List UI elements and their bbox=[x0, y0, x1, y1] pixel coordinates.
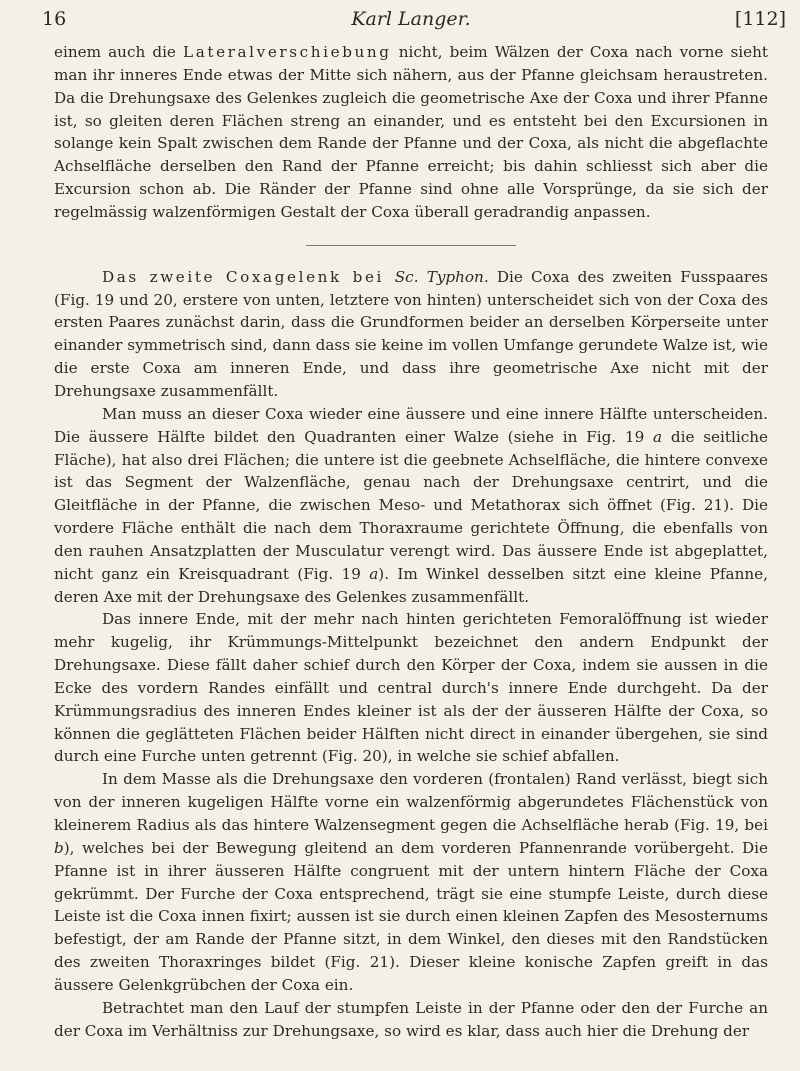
paragraph-2 bbox=[54, 266, 768, 403]
figure-label: b bbox=[54, 838, 64, 857]
body-text bbox=[54, 41, 768, 1042]
figure-label: a bbox=[653, 427, 663, 446]
paragraph-6 bbox=[54, 997, 768, 1043]
original-page-number: [112] bbox=[734, 8, 786, 30]
paragraph-text: einem auch die bbox=[54, 43, 184, 61]
paragraph-text: Das innere Ende, mit der mehr nach hinten gerichteten Femoralöffnung ist wieder mehr kugelig, ihr Krümmungs-Mittelpunkt bezeichnet den andern Endpunkt der Drehungsaxe. Diese fällt daher schief durch den Körper der Coxa, indem sie aussen in die Ecke des vordern Randes einfällt und central durch's innere Ende durchgeht. Da der Krümmungsradius des inneren Endes kleiner ist als der der äusseren Hälfte der Coxa, so können die geglätteten Flächen beider Hälften nicht direct in einander übergehen, sie sind durch eine Furche unten getrennt (Fig. 20), in welche sie schief abfallen. bbox=[54, 610, 768, 766]
figure-label: a bbox=[369, 564, 379, 583]
paragraph-text: ). Im Winkel desselben sitzt eine kleine Pfanne, deren Axe mit der Drehungsaxe des Gelenkes zusammenfällt. bbox=[54, 564, 768, 606]
species-name: Sc. Typhon. bbox=[394, 267, 489, 286]
paragraph-text: nicht, beim Wälzen der Coxa nach vorne sieht man ihr inneres Ende etwas der Mitte sich nähern, aus der Pfanne gleichsam heraustreten. Da die Drehungsaxe des Gelenkes zugleich die geometrische Axe der Coxa und ihrer Pfanne ist, so gleiten deren Flächen streng an einander, und es entsteht bei den Excursionen in solange kein Spalt zwischen dem Rande der Pfanne und der Coxa, als nicht die abgeflachte Achselfläche derselben den Rand der Pfanne erreicht; bis dahin schliesst sich aber die Excursion schon ab. Die Ränder der Pfanne sind ohne alle Vorsprünge, da sie sich der regelmässig walzenförmigen Gestalt der Coxa überall geradrandig anpassen. bbox=[54, 43, 768, 221]
running-head bbox=[42, 4, 786, 34]
running-title: Karl Langer. bbox=[351, 8, 471, 30]
page-number: 16 bbox=[42, 8, 67, 30]
book-page bbox=[42, 0, 786, 1071]
section-divider bbox=[306, 245, 516, 246]
paragraph-text: ), welches bei der Bewegung gleitend an dem vorderen Pfannenrande vorübergeht. Die Pfanne ist in ihrer äusseren Hälfte congruent mit der untern hintern Fläche der Coxa gekrümmt. Der Furche der Coxa entsprechend, trägt sie eine stumpfe Leiste, durch diese Leiste ist die Coxa innen fixirt; aussen ist sie durch einen kleinen Zapfen des Mesosternums befestigt, der am Rande der Pfanne sitzt, in dem Winkel, den dieses mit den Randstücken des zweiten Thoraxringes bildet (Fig. 21). Dieser kleine konische Zapfen greift in das äussere Gelenkgrübchen der Coxa ein. bbox=[54, 838, 768, 994]
paragraph-5 bbox=[54, 768, 768, 996]
emphasized-term: Lateralverschiebung bbox=[183, 43, 392, 61]
paragraph-4 bbox=[54, 608, 768, 768]
paragraph-text: die seitliche Fläche), hat also drei Flächen; die untere ist die geebnete Achselfläche, die hintere convexe ist das Segment der Walzenfläche, genau nach der Drehungsaxe centrirt, und die Gleitfläche in der Pfanne, die zwischen Meso- und Metathorax sich öffnet (Fig. 21). Die vordere Fläche enthält die nach dem Thoraxraume gerichtete Öffnung, die ebenfalls von den rauhen Ansatzplatten der Musculatur verengt wird. Das äussere Ende ist abgeplattet, nicht ganz ein Kreisquadrant (Fig. 19 bbox=[54, 427, 768, 583]
paragraph-1 bbox=[54, 41, 768, 224]
paragraph-text: In dem Masse als die Drehungsaxe den vorderen (frontalen) Rand verlässt, biegt sich von der inneren kugeligen Hälfte vorne ein walzenförmig abgerundetes Flächenstück von kleinerem Radius als das hintere Walzensegment gegen die Achselfläche herab (Fig. 19, bei bbox=[54, 770, 768, 834]
paragraph-3 bbox=[54, 403, 768, 609]
paragraph-text: Man muss an dieser Coxa wieder eine äussere und eine innere Hälfte unterscheiden. Die äussere Hälfte bildet den Quadranten einer Walze (siehe in Fig. 19 bbox=[54, 404, 768, 446]
paragraph-text: Betrachtet man den Lauf der stumpfen Leiste in der Pfanne oder den der Furche an der Coxa im Verhältniss zur Drehungsaxe, so wird es klar, dass auch hier die Drehung der bbox=[54, 998, 768, 1040]
section-heading-inline: Das zweite Coxagelenk bei bbox=[102, 267, 395, 286]
paragraph-text: Die Coxa des zweiten Fusspaares (Fig. 19 und 20, erstere von unten, letztere von hinten) unterscheidet sich von der Coxa des ersten Paares zunächst darin, dass die Grundformen beider an derselben Körperseite unter einander symmetrisch sind, dann dass sie keine im vollen Umfange gerundete Walze ist, wie die erste Coxa am inneren Ende, und dass ihre geometrische Axe nicht mit der Drehungsaxe zusammenfällt. bbox=[54, 267, 768, 400]
